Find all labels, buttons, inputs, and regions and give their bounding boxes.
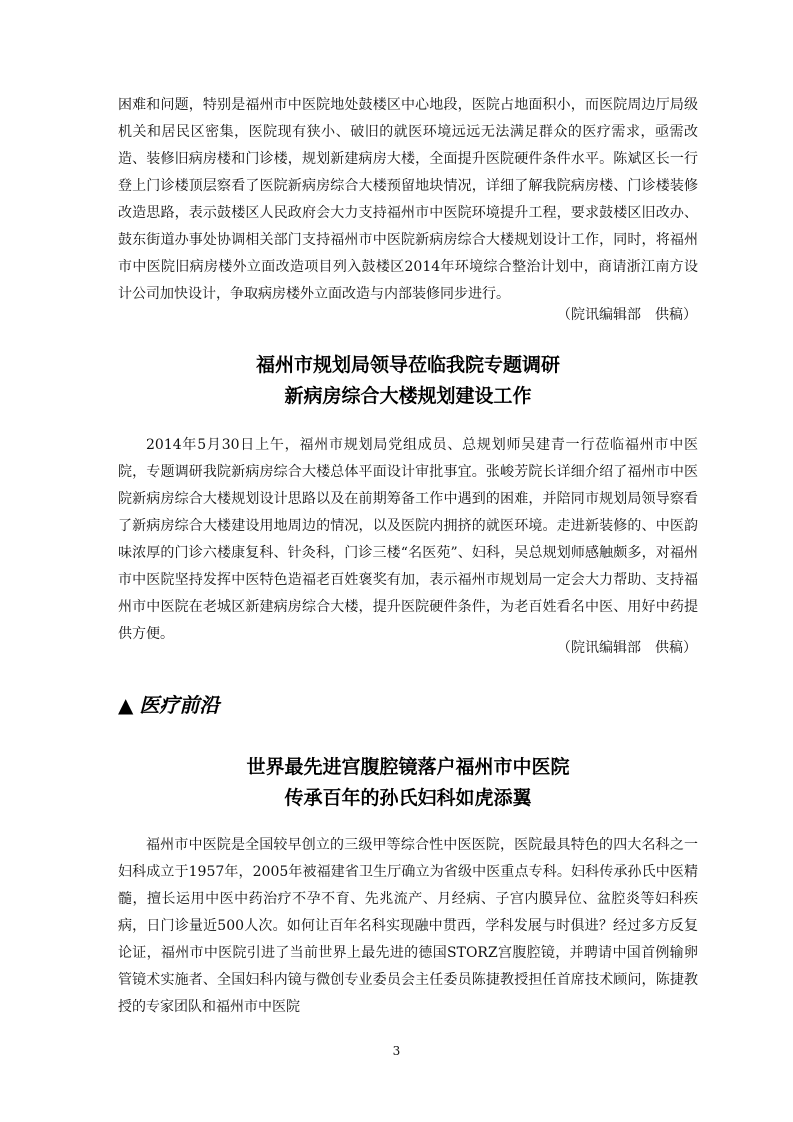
article1-title-line2: 新病房综合大楼规划建设工作 xyxy=(284,385,532,407)
article2-title-line2: 传承百年的孙氏妇科如虎添翼 xyxy=(284,787,532,809)
intro-credit: （院讯编辑部 供稿） xyxy=(557,307,697,323)
article2-paragraph: 福州市中医院是全国较早创立的三级甲等综合性中医医院，医院最具特色的四大名科之一妇科成立于1957年，2005年被福建省卫生厅确立为省级中医重点专科。妇科传承孙氏中医精髓，擅长运用中医中药治疗不孕不育、先兆流产、月经病、子宫内膜异位、盆腔炎等妇科疾病，日门诊量近500人次。如何让百年名科实现融中贯西，学科发展与时俱进？经过多方反复论证，福州市中医院引进了当前世界上最先进的德国STORZ宫腹腔镜，并聘请中国首例输卵管镜术实施者、全国妇科内镜与微创专业委员会主任委员陈捷教授担任首席技术顾问，陈捷教授的专家团队和福州市中医院 xyxy=(118,837,698,1015)
article2-title-line1: 世界最先进宫腹腔镜落户福州市中医院 xyxy=(246,756,570,778)
article2-title xyxy=(118,752,698,814)
section-heading xyxy=(118,690,219,720)
article1-credit: （院讯编辑部 供稿） xyxy=(557,640,697,656)
article1-title xyxy=(118,350,698,412)
intro-paragraph: 困难和问题，特别是福州市中医院地处鼓楼区中心地段，医院占地面积小，而医院周边厅局级机关和居民区密集，医院现有狭小、破旧的就医环境远远无法满足群众的医疗需求，亟需改造、装修旧病房楼和门诊楼，规划新建病房大楼，全面提升医院硬件条件水平。陈斌区长一行登上门诊楼顶层察看了医院新病房综合大楼预留地块情况，详细了解我院病房楼、门诊楼装修改造思路，表示鼓楼区人民政府会大力支持福州市中医院环境提升工程，要求鼓楼区旧改办、鼓东街道办事处协调相关部门支持福州市中医院新病房综合大楼规划设计工作，同时，将福州市中医院旧病房楼外立面改造项目列入鼓楼区2014年环境综合整治计划中，商请浙江南方设计公司加快设计，争取病房楼外立面改造与内部装修同步进行。 xyxy=(118,97,698,302)
article1-title-line1: 福州市规划局领导莅临我院专题调研 xyxy=(255,354,560,376)
triangle-marker-icon: ▲ xyxy=(118,693,134,717)
page-number: 3 xyxy=(392,1044,401,1058)
article1-paragraph: 2014年5月30日上午，福州市规划局党组成员、总规划师吴建青一行莅临福州市中医院，专题调研我院新病房综合大楼总体平面设计审批事宜。张峻芳院长详细介绍了福州市中医院新病房综合大楼规划设计思路以及在前期筹备工作中遇到的困难，并陪同市规划局领导察看了新病房综合大楼建设用地周边的情况，以及医院内拥挤的就医环境。走进新装修的、中医韵味浓厚的门诊六楼康复科、针灸科，门诊三楼“名医苑”、妇科，吴总规划师感触颇多，对福州市中医院坚持发挥中医特色造福老百姓褒奖有加，表示福州市规划局一定会大力帮助、支持福州市中医院在老城区新建病房综合大楼，提升医院硬件条件，为老百姓看名中医、用好中药提供方便。 xyxy=(118,437,698,642)
section-title: 医疗前沿 xyxy=(139,693,220,717)
